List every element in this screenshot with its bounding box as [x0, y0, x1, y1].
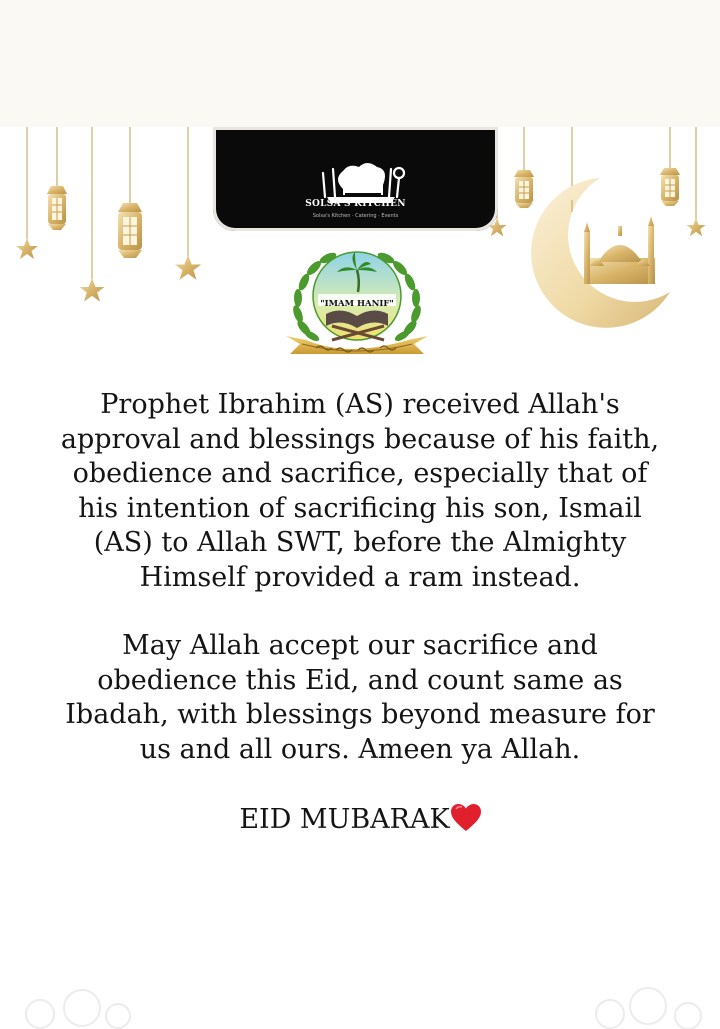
star-icon — [80, 278, 105, 302]
message-line: May Allah accept our sacrifice and — [122, 630, 598, 661]
lantern-icon — [47, 186, 67, 230]
lantern-icon — [514, 170, 534, 208]
message-line: us and all ours. Ameen ya Allah. — [139, 733, 581, 765]
brand-name: SOLSA'S KITCHEN — [305, 199, 406, 209]
eid-message — [10, 388, 710, 838]
message-line: Prophet Ibrahim (AS) received Allah's — [100, 389, 620, 420]
message-line: his intention of sacrificing his son, Ismail — [78, 492, 642, 524]
star-icon — [16, 238, 38, 259]
message-paragraph-2 — [10, 629, 710, 767]
message-line: obedience this Eid, and count same as — [97, 664, 623, 696]
message-line: obedience and sacrifice, especially that of — [72, 458, 648, 489]
brand-tagline: Solsa's Kitchen · Catering · Events — [312, 213, 399, 219]
eid-greeting — [10, 803, 710, 838]
message-line: (AS) to Allah SWT, before the Almighty — [93, 527, 627, 558]
message-line: Himself provided a ram instead. — [139, 561, 581, 593]
message-paragraph-1 — [10, 388, 710, 595]
mosque-icon — [584, 216, 655, 284]
greeting-text: EID MUBARAK — [239, 804, 450, 835]
star-icon — [175, 255, 201, 280]
bottom-ornament — [0, 980, 720, 1029]
message-line: approval and blessings because of his faith, — [60, 423, 660, 455]
brand-logo — [213, 127, 498, 231]
message-line: Ibadah, with blessings beyond measure for — [65, 699, 655, 730]
star-icon — [686, 218, 705, 236]
emblem-label: "IMAM HANIF" — [320, 299, 394, 309]
lantern-icon — [118, 203, 142, 258]
lantern-icon — [660, 168, 680, 206]
heart-icon — [451, 804, 481, 832]
